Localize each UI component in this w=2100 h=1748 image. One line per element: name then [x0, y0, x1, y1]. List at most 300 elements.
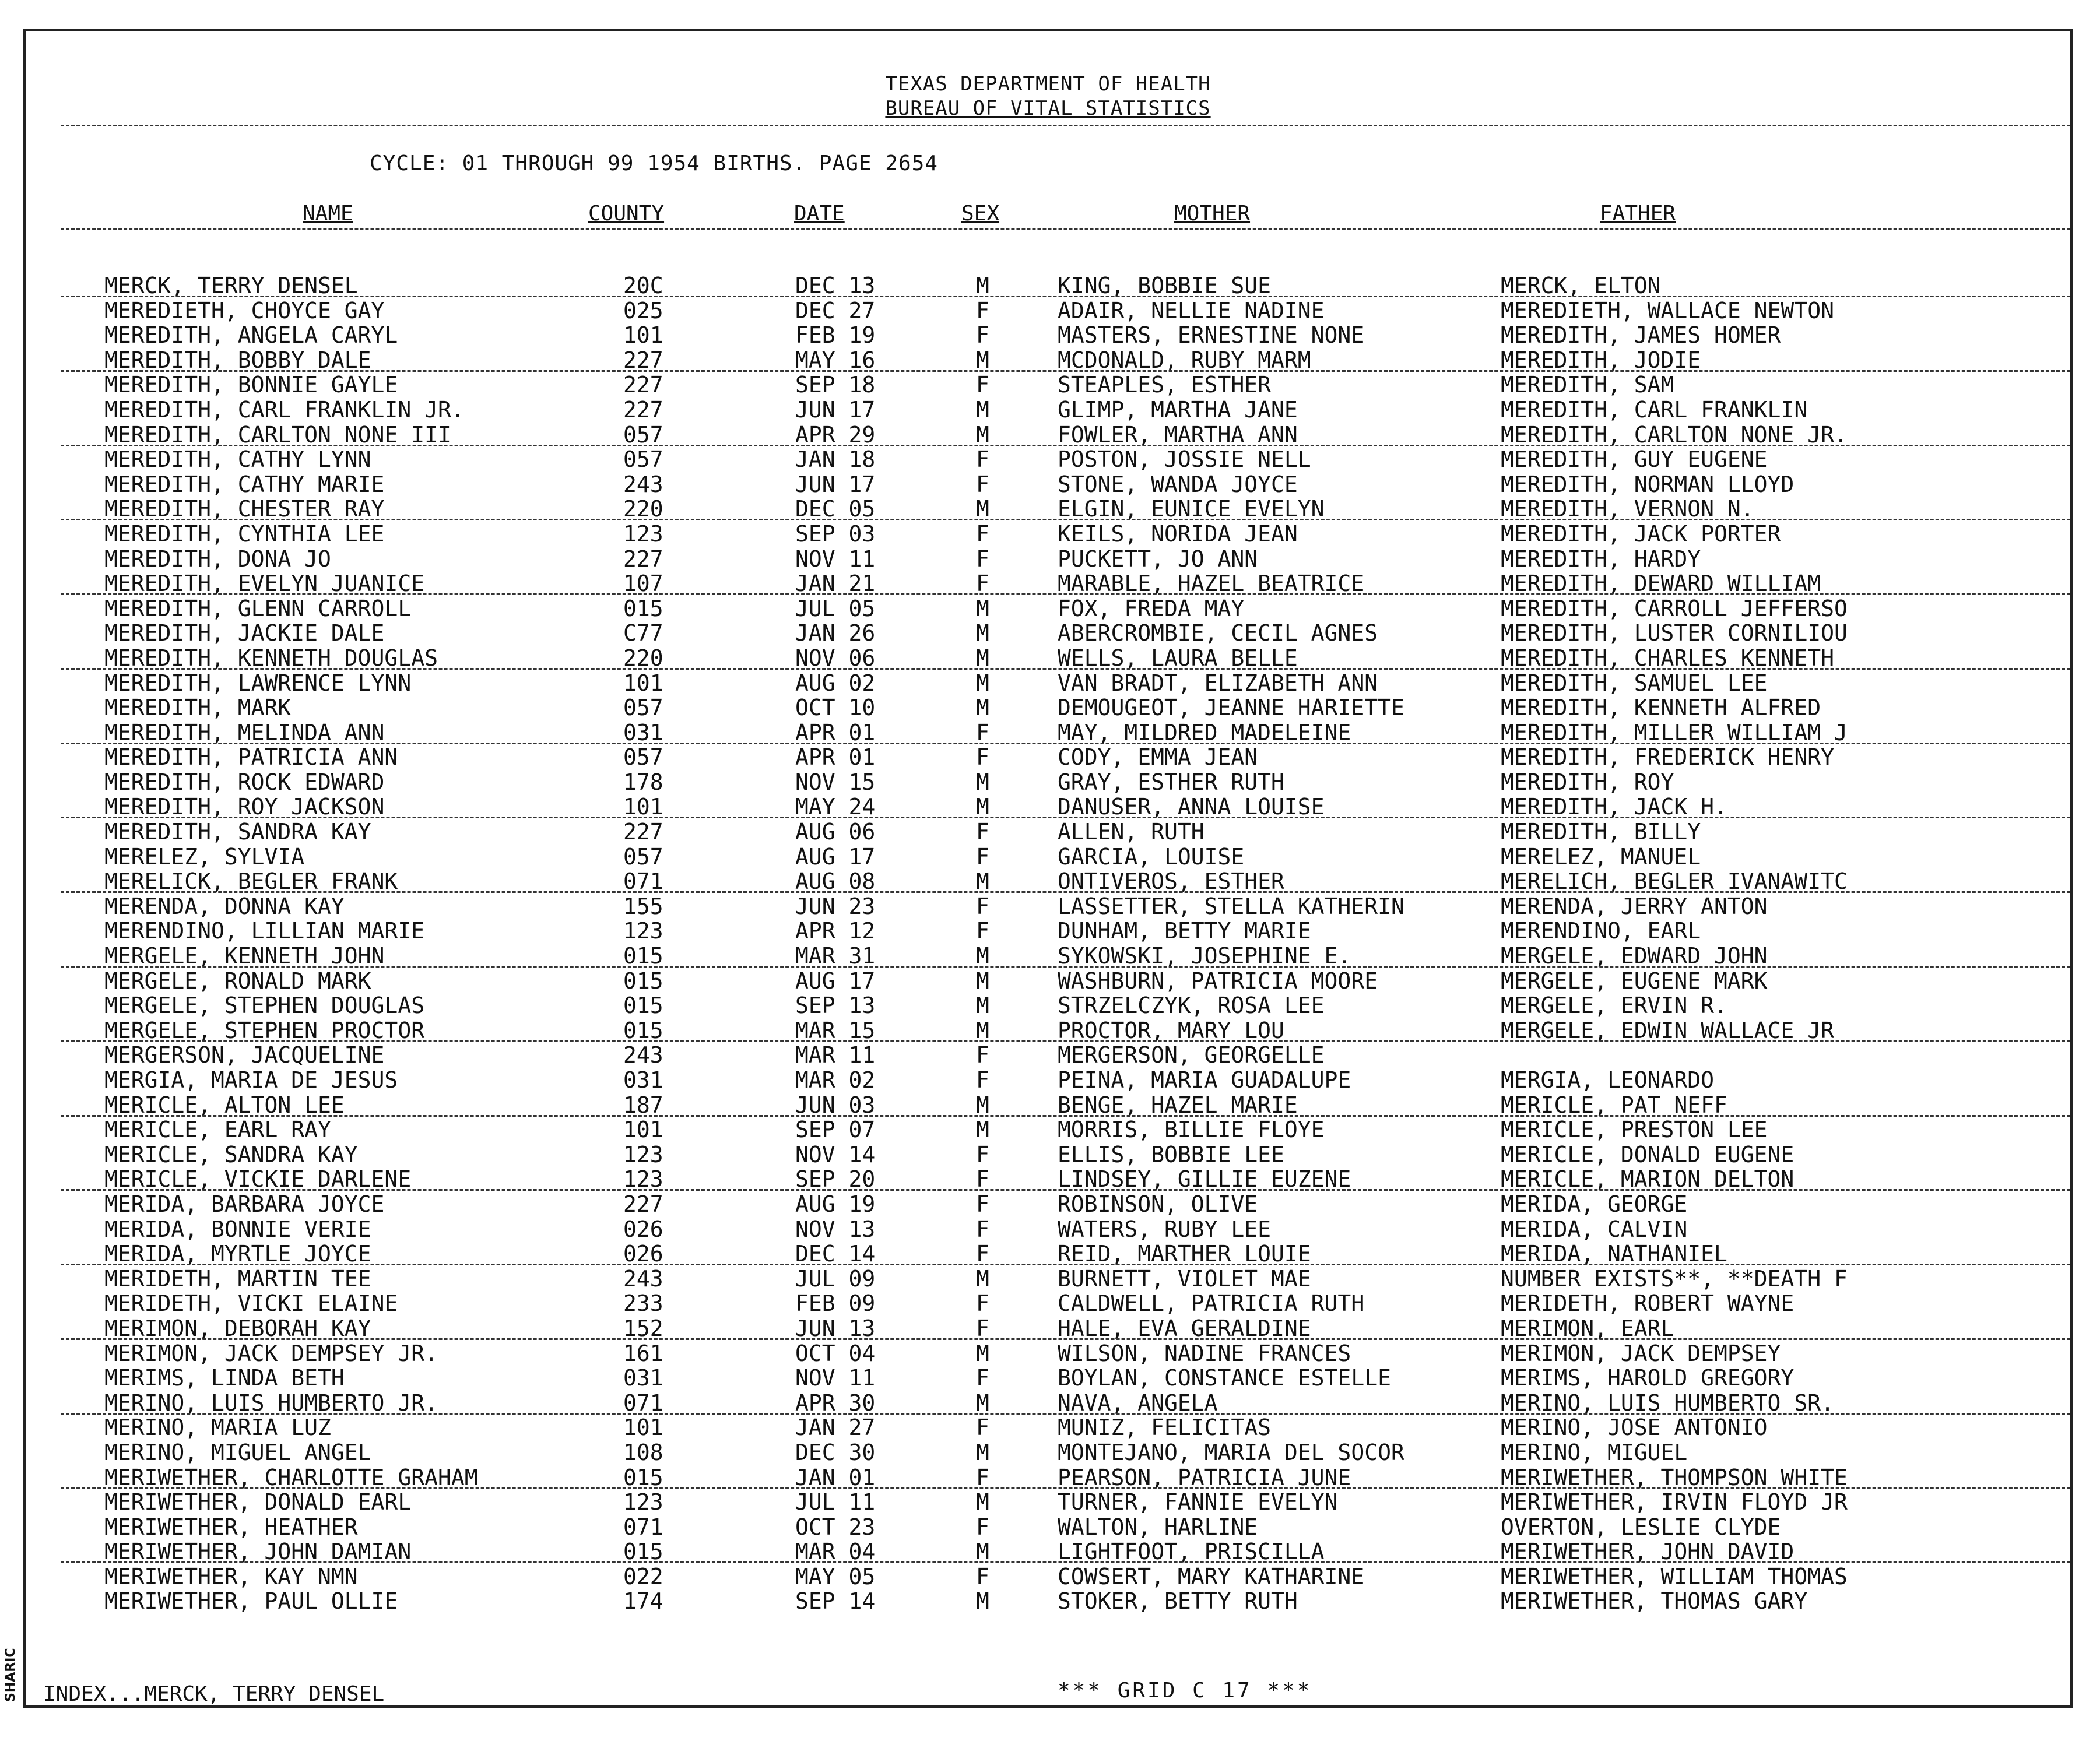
table-row: [26, 372, 2070, 398]
cell-father: MERENDINO, EARL: [1501, 918, 1701, 944]
cell-sex: M: [976, 794, 989, 820]
col-header-date: DATE: [794, 202, 845, 226]
cell-date: OCT 04: [795, 1340, 876, 1366]
cell-date: NOV 13: [795, 1216, 876, 1242]
cell-father: MERIWETHER, IRVIN FLOYD JR: [1501, 1489, 1848, 1515]
cell-sex: M: [976, 1092, 989, 1118]
cell-date: APR 12: [795, 918, 876, 944]
cell-date: SEP 07: [795, 1117, 876, 1143]
cell-father: MERGELE, EUGENE MARK: [1501, 968, 1768, 994]
cell-name: MERELICK, BEGLER FRANK: [104, 868, 398, 895]
birth-records-table: [26, 273, 2070, 1614]
cell-county: 220: [623, 496, 663, 522]
cell-date: MAR 04: [795, 1539, 876, 1565]
table-row: [26, 1117, 2070, 1142]
cell-father: MEREDITH, DEWARD WILLIAM: [1501, 571, 1821, 597]
cell-county: 015: [623, 1464, 663, 1490]
cell-mother: WILSON, NADINE FRANCES: [1058, 1340, 1351, 1366]
cell-mother: REID, MARTHER LOUIE: [1058, 1241, 1311, 1267]
cell-date: NOV 06: [795, 645, 876, 671]
cell-date: JUN 17: [795, 396, 876, 423]
cell-father: OVERTON, LESLIE CLYDE: [1501, 1514, 1781, 1540]
cell-mother: ELLIS, BOBBIE LEE: [1058, 1141, 1284, 1167]
table-row: [26, 1043, 2070, 1068]
cell-sex: M: [976, 993, 989, 1019]
cell-father: MEREDITH, FREDERICK HENRY: [1501, 744, 1834, 771]
cell-name: MEREDITH, CHESTER RAY: [104, 496, 385, 522]
table-row: [26, 845, 2070, 870]
cell-name: MERIDETH, MARTIN TEE: [104, 1265, 371, 1292]
cell-mother: PEINA, MARIA GUADALUPE: [1058, 1067, 1351, 1093]
cell-sex: F: [976, 520, 989, 547]
table-row: [26, 1217, 2070, 1242]
cell-date: DEC 30: [795, 1439, 876, 1465]
table-row: [26, 1564, 2070, 1589]
cell-mother: GARCIA, LOUISE: [1058, 843, 1245, 870]
report-frame: [23, 29, 2073, 1708]
cell-name: MERIWETHER, DONALD EARL: [104, 1489, 412, 1515]
cell-name: MERIMS, LINDA BETH: [104, 1365, 345, 1391]
table-row: [26, 869, 2070, 894]
cell-county: 123: [623, 520, 663, 547]
cell-father: NUMBER EXISTS**, **DEATH F: [1501, 1265, 1848, 1292]
table-row: [26, 472, 2070, 497]
cell-name: MERGELE, RONALD MARK: [104, 968, 371, 994]
cell-county: 015: [623, 595, 663, 621]
table-row: [26, 720, 2070, 745]
cell-name: MERIDA, BONNIE VERIE: [104, 1216, 371, 1242]
cell-sex: M: [976, 943, 989, 969]
cell-date: APR 01: [795, 719, 876, 745]
cell-county: 123: [623, 1166, 663, 1193]
table-row: [26, 1415, 2070, 1440]
cell-mother: BURNETT, VIOLET MAE: [1058, 1265, 1311, 1292]
cell-name: MEREDITH, JACKIE DALE: [104, 620, 385, 646]
cell-sex: F: [976, 1415, 989, 1441]
cell-county: 101: [623, 1415, 663, 1441]
cell-name: MEREDITH, DONA JO: [104, 546, 331, 572]
cell-father: MEREDITH, HARDY: [1501, 546, 1701, 572]
cell-name: MERGIA, MARIA DE JESUS: [104, 1067, 398, 1093]
cell-county: 227: [623, 372, 663, 398]
cell-county: 101: [623, 794, 663, 820]
divider: [61, 228, 2070, 230]
cell-sex: F: [976, 719, 989, 745]
cell-name: MERINO, MARIA LUZ: [104, 1415, 331, 1441]
cell-father: MERIWETHER, JOHN DAVID: [1501, 1539, 1795, 1565]
cell-sex: F: [976, 1042, 989, 1068]
cell-date: APR 30: [795, 1390, 876, 1416]
cell-date: MAY 24: [795, 794, 876, 820]
cell-date: DEC 14: [795, 1241, 876, 1267]
table-row: [26, 273, 2070, 298]
cell-father: MEREDITH, CARLTON NONE JR.: [1501, 421, 1848, 448]
cell-name: MEREDITH, CARLTON NONE III: [104, 421, 451, 448]
cell-sex: M: [976, 1539, 989, 1565]
table-row: [26, 621, 2070, 646]
cell-father: MERGELE, ERVIN R.: [1501, 993, 1727, 1019]
cell-county: 123: [623, 918, 663, 944]
cell-county: C77: [623, 620, 663, 646]
cell-mother: MARABLE, HAZEL BEATRICE: [1058, 571, 1365, 597]
table-row: [26, 1018, 2070, 1043]
cell-sex: F: [976, 546, 989, 572]
cell-father: MEREDIETH, WALLACE NEWTON: [1501, 297, 1834, 323]
cell-mother: DUNHAM, BETTY MARIE: [1058, 918, 1311, 944]
cell-name: MERENDA, DONNA KAY: [104, 893, 345, 919]
cell-father: MEREDITH, MILLER WILLIAM J: [1501, 719, 1848, 745]
cell-name: MEREDITH, GLENN CARROLL: [104, 595, 412, 621]
cell-date: MAR 02: [795, 1067, 876, 1093]
cell-county: 022: [623, 1563, 663, 1589]
cell-name: MERIWETHER, PAUL OLLIE: [104, 1588, 398, 1615]
cell-county: 108: [623, 1439, 663, 1465]
cell-sex: F: [976, 446, 989, 473]
cell-father: MERCK, ELTON: [1501, 273, 1661, 298]
cell-mother: CODY, EMMA JEAN: [1058, 744, 1258, 771]
cell-date: NOV 11: [795, 1365, 876, 1391]
cell-date: JUN 23: [795, 893, 876, 919]
table-row: [26, 1490, 2070, 1515]
cell-father: MERIWETHER, WILLIAM THOMAS: [1501, 1563, 1848, 1589]
table-row: [26, 1366, 2070, 1391]
cell-county: 187: [623, 1092, 663, 1118]
table-row: [26, 671, 2070, 696]
cell-mother: WASHBURN, PATRICIA MOORE: [1058, 968, 1378, 994]
table-row: [26, 348, 2070, 373]
cell-sex: F: [976, 1166, 989, 1193]
cell-date: AUG 08: [795, 868, 876, 895]
table-row: [26, 919, 2070, 944]
cell-mother: MCDONALD, RUBY MARM: [1058, 347, 1311, 373]
cell-mother: PUCKETT, JO ANN: [1058, 546, 1258, 572]
cell-name: MEREDITH, KENNETH DOUGLAS: [104, 645, 438, 671]
cell-mother: BOYLAN, CONSTANCE ESTELLE: [1058, 1365, 1391, 1391]
cell-sex: F: [976, 1290, 989, 1317]
cell-name: MERIMON, DEBORAH KAY: [104, 1315, 371, 1341]
table-row: [26, 894, 2070, 919]
cell-county: 227: [623, 347, 663, 373]
cell-father: MEREDITH, NORMAN LLOYD: [1501, 471, 1795, 497]
cell-sex: M: [976, 273, 989, 298]
cell-date: FEB 09: [795, 1290, 876, 1317]
cell-name: MERGELE, KENNETH JOHN: [104, 943, 385, 969]
cell-name: MERIWETHER, KAY NMN: [104, 1563, 358, 1589]
cell-name: MERENDINO, LILLIAN MARIE: [104, 918, 425, 944]
table-row: [26, 571, 2070, 596]
table-row: [26, 1539, 2070, 1564]
table-row: [26, 447, 2070, 472]
cell-name: MERICLE, SANDRA KAY: [104, 1141, 358, 1167]
cell-county: 015: [623, 1539, 663, 1565]
cell-father: MERINO, JOSE ANTONIO: [1501, 1415, 1768, 1441]
cell-county: 026: [623, 1241, 663, 1267]
cell-county: 101: [623, 322, 663, 349]
cell-mother: ALLEN, RUTH: [1058, 819, 1204, 845]
cell-mother: LINDSEY, GILLIE EUZENE: [1058, 1166, 1351, 1193]
cell-date: SEP 20: [795, 1166, 876, 1193]
cell-sex: F: [976, 1365, 989, 1391]
cell-name: MERICLE, VICKIE DARLENE: [104, 1166, 412, 1193]
cell-sex: M: [976, 1439, 989, 1465]
cell-name: MERIDA, BARBARA JOYCE: [104, 1191, 385, 1217]
col-header-county: COUNTY: [588, 202, 665, 226]
cell-county: 243: [623, 1042, 663, 1068]
cell-mother: ROBINSON, OLIVE: [1058, 1191, 1258, 1217]
cell-county: 057: [623, 695, 663, 721]
cell-sex: F: [976, 843, 989, 870]
table-row: [26, 1341, 2070, 1366]
cell-father: MERIWETHER, THOMPSON WHITE: [1501, 1464, 1848, 1490]
cell-mother: PROCTOR, MARY LOU: [1058, 1017, 1284, 1043]
cell-father: MEREDITH, LUSTER CORNILIOU: [1501, 620, 1848, 646]
cell-date: MAR 11: [795, 1042, 876, 1068]
cell-county: 057: [623, 446, 663, 473]
cell-father: MERIDA, NATHANIEL: [1501, 1241, 1727, 1267]
cell-name: MERGERSON, JACQUELINE: [104, 1042, 385, 1068]
cell-mother: KEILS, NORIDA JEAN: [1058, 520, 1298, 547]
cell-name: MEREDITH, BONNIE GAYLE: [104, 372, 398, 398]
cell-date: NOV 15: [795, 769, 876, 795]
cell-father: MERGIA, LEONARDO: [1501, 1067, 1715, 1093]
cell-date: AUG 06: [795, 819, 876, 845]
cell-name: MEREDITH, EVELYN JUANICE: [104, 571, 425, 597]
cell-father: MEREDITH, VERNON N.: [1501, 496, 1754, 522]
cell-date: OCT 10: [795, 695, 876, 721]
cell-mother: MAY, MILDRED MADELEINE: [1058, 719, 1351, 745]
cell-date: AUG 17: [795, 968, 876, 994]
cell-mother: STONE, WANDA JOYCE: [1058, 471, 1298, 497]
cell-mother: BENGE, HAZEL MARIE: [1058, 1092, 1298, 1118]
cell-sex: M: [976, 1588, 989, 1615]
cell-sex: M: [976, 396, 989, 423]
cell-father: MERIMON, JACK DEMPSEY: [1501, 1340, 1781, 1366]
cell-father: MEREDITH, CARL FRANKLIN: [1501, 396, 1808, 423]
cell-mother: HALE, EVA GERALDINE: [1058, 1315, 1311, 1341]
cell-mother: MORRIS, BILLIE FLOYE: [1058, 1117, 1325, 1143]
cell-name: MERICLE, ALTON LEE: [104, 1092, 345, 1118]
table-row: [26, 695, 2070, 720]
cell-mother: VAN BRADT, ELIZABETH ANN: [1058, 670, 1378, 696]
cell-father: MERICLE, PAT NEFF: [1501, 1092, 1727, 1118]
cell-father: MEREDITH, KENNETH ALFRED: [1501, 695, 1821, 721]
cell-county: 233: [623, 1290, 663, 1317]
cell-name: MEREDITH, ROY JACKSON: [104, 794, 385, 820]
table-row: [26, 969, 2070, 994]
cell-date: MAY 16: [795, 347, 876, 373]
table-row: [26, 596, 2070, 621]
cell-name: MERIDETH, VICKI ELAINE: [104, 1290, 398, 1317]
cell-sex: F: [976, 1141, 989, 1167]
cell-name: MERINO, LUIS HUMBERTO JR.: [104, 1390, 438, 1416]
cell-father: MERICLE, DONALD EUGENE: [1501, 1141, 1795, 1167]
cell-sex: M: [976, 695, 989, 721]
cell-date: AUG 02: [795, 670, 876, 696]
cell-name: MERGELE, STEPHEN DOUGLAS: [104, 993, 425, 1019]
cell-mother: COWSERT, MARY KATHARINE: [1058, 1563, 1365, 1589]
table-row: [26, 547, 2070, 572]
cell-mother: ABERCROMBIE, CECIL AGNES: [1058, 620, 1378, 646]
cell-mother: WATERS, RUBY LEE: [1058, 1216, 1272, 1242]
cell-date: JAN 18: [795, 446, 876, 473]
cell-mother: DEMOUGEOT, JEANNE HARIETTE: [1058, 695, 1404, 721]
cell-mother: STEAPLES, ESTHER: [1058, 372, 1272, 398]
cell-mother: CALDWELL, PATRICIA RUTH: [1058, 1290, 1365, 1317]
cell-name: MERCK, TERRY DENSEL: [104, 273, 358, 298]
cell-date: AUG 17: [795, 843, 876, 870]
cell-date: JUL 11: [795, 1489, 876, 1515]
cell-sex: M: [976, 769, 989, 795]
cell-mother: FOX, FREDA MAY: [1058, 595, 1245, 621]
cell-county: 220: [623, 645, 663, 671]
table-row: [26, 1167, 2070, 1192]
cell-county: 031: [623, 1067, 663, 1093]
cell-mother: TURNER, FANNIE EVELYN: [1058, 1489, 1338, 1515]
cell-mother: FOWLER, MARTHA ANN: [1058, 421, 1298, 448]
cycle-line: CYCLE: 01 THROUGH 99 1954 BIRTHS. PAGE 2654: [370, 152, 938, 175]
table-row: [26, 646, 2070, 671]
cell-father: MEREDITH, JODIE: [1501, 347, 1701, 373]
cell-sex: M: [976, 968, 989, 994]
cell-name: MEREDIETH, CHOYCE GAY: [104, 297, 385, 323]
table-row: [26, 993, 2070, 1018]
divider: [61, 125, 2070, 126]
table-row: [26, 770, 2070, 795]
cell-father: MERIWETHER, THOMAS GARY: [1501, 1588, 1808, 1615]
side-label: SHARIC: [3, 1648, 18, 1702]
cell-date: SEP 14: [795, 1588, 876, 1615]
cell-name: MEREDITH, MARK: [104, 695, 292, 721]
cell-mother: MUNIZ, FELICITAS: [1058, 1415, 1272, 1441]
cell-date: SEP 13: [795, 993, 876, 1019]
cell-father: MEREDITH, SAMUEL LEE: [1501, 670, 1768, 696]
col-header-sex: SEX: [961, 202, 1000, 226]
cell-father: MERGELE, EDWARD JOHN: [1501, 943, 1768, 969]
cell-county: 026: [623, 1216, 663, 1242]
cell-sex: F: [976, 1563, 989, 1589]
cell-date: JUN 17: [795, 471, 876, 497]
cell-name: MERGELE, STEPHEN PROCTOR: [104, 1017, 425, 1043]
table-row: [26, 1267, 2070, 1292]
cell-date: FEB 19: [795, 322, 876, 349]
cell-sex: F: [976, 1514, 989, 1540]
cell-father: MERINO, MIGUEL: [1501, 1439, 1688, 1465]
footer-grid: *** GRID C 17 ***: [1058, 1679, 1312, 1703]
cell-father: MEREDITH, CHARLES KENNETH: [1501, 645, 1834, 671]
cell-sex: M: [976, 1489, 989, 1515]
cell-sex: F: [976, 297, 989, 323]
cell-sex: F: [976, 372, 989, 398]
table-row: [26, 323, 2070, 348]
cell-county: 243: [623, 1265, 663, 1292]
cell-sex: F: [976, 1067, 989, 1093]
cell-sex: F: [976, 571, 989, 597]
table-row: [26, 1515, 2070, 1540]
cell-mother: LASSETTER, STELLA KATHERIN: [1058, 893, 1404, 919]
cell-county: 123: [623, 1141, 663, 1167]
cell-sex: M: [976, 421, 989, 448]
table-row: [26, 298, 2070, 323]
cell-mother: STRZELCZYK, ROSA LEE: [1058, 993, 1325, 1019]
cell-mother: WALTON, HARLINE: [1058, 1514, 1258, 1540]
cell-sex: F: [976, 744, 989, 771]
cell-county: 123: [623, 1489, 663, 1515]
cell-sex: F: [976, 471, 989, 497]
cell-county: 057: [623, 744, 663, 771]
cell-sex: M: [976, 1017, 989, 1043]
cell-county: 227: [623, 1191, 663, 1217]
cell-county: 155: [623, 893, 663, 919]
cell-name: MERIWETHER, CHARLOTTE GRAHAM: [104, 1464, 478, 1490]
cell-county: 057: [623, 421, 663, 448]
cell-county: 015: [623, 1017, 663, 1043]
cell-sex: M: [976, 347, 989, 373]
report-subtitle: BUREAU OF VITAL STATISTICS: [885, 97, 1211, 120]
cell-father: MERIDA, CALVIN: [1501, 1216, 1688, 1242]
cell-father: MEREDITH, SAM: [1501, 372, 1674, 398]
cell-father: MERIMS, HAROLD GREGORY: [1501, 1365, 1795, 1391]
cell-mother: WELLS, LAURA BELLE: [1058, 645, 1298, 671]
cell-county: 031: [623, 1365, 663, 1391]
cell-mother: MASTERS, ERNESTINE NONE: [1058, 322, 1365, 349]
cell-sex: F: [976, 1191, 989, 1217]
cell-date: DEC 27: [795, 297, 876, 323]
cell-sex: M: [976, 645, 989, 671]
cell-date: SEP 03: [795, 520, 876, 547]
table-row: [26, 820, 2070, 845]
cell-county: 174: [623, 1588, 663, 1615]
cell-date: JAN 27: [795, 1415, 876, 1441]
cell-name: MEREDITH, ROCK EDWARD: [104, 769, 385, 795]
cell-father: MERGELE, EDWIN WALLACE JR: [1501, 1017, 1834, 1043]
cell-county: 031: [623, 719, 663, 745]
cell-name: MEREDITH, LAWRENCE LYNN: [104, 670, 412, 696]
cell-sex: F: [976, 1241, 989, 1267]
cell-father: MEREDITH, JAMES HOMER: [1501, 322, 1781, 349]
cell-date: DEC 13: [795, 273, 876, 298]
cell-mother: POSTON, JOSSIE NELL: [1058, 446, 1311, 473]
cell-date: APR 01: [795, 744, 876, 771]
cell-sex: M: [976, 1340, 989, 1366]
cell-county: 071: [623, 1514, 663, 1540]
col-header-mother: MOTHER: [1174, 202, 1251, 226]
cell-father: MERICLE, PRESTON LEE: [1501, 1117, 1768, 1143]
cell-mother: PEARSON, PATRICIA JUNE: [1058, 1464, 1351, 1490]
cell-name: MEREDITH, CATHY LYNN: [104, 446, 371, 473]
cell-date: JUL 09: [795, 1265, 876, 1292]
cell-county: 178: [623, 769, 663, 795]
cell-name: MEREDITH, CYNTHIA LEE: [104, 520, 385, 547]
cell-sex: M: [976, 1265, 989, 1292]
cell-date: OCT 23: [795, 1514, 876, 1540]
cell-name: MERICLE, EARL RAY: [104, 1117, 331, 1143]
cell-mother: DANUSER, ANNA LOUISE: [1058, 794, 1325, 820]
cell-sex: M: [976, 868, 989, 895]
cell-father: MERELICH, BEGLER IVANAWITC: [1501, 868, 1848, 895]
cell-date: JAN 01: [795, 1464, 876, 1490]
cell-father: MERIMON, EARL: [1501, 1315, 1674, 1341]
cell-mother: STOKER, BETTY RUTH: [1058, 1588, 1298, 1615]
cell-mother: ELGIN, EUNICE EVELYN: [1058, 496, 1325, 522]
cell-father: MERIDETH, ROBERT WAYNE: [1501, 1290, 1795, 1317]
cell-date: NOV 11: [795, 546, 876, 572]
cell-county: 227: [623, 546, 663, 572]
table-row: [26, 398, 2070, 423]
cell-date: MAY 05: [795, 1563, 876, 1589]
cell-sex: M: [976, 496, 989, 522]
cell-county: 227: [623, 396, 663, 423]
cell-name: MERIWETHER, HEATHER: [104, 1514, 358, 1540]
